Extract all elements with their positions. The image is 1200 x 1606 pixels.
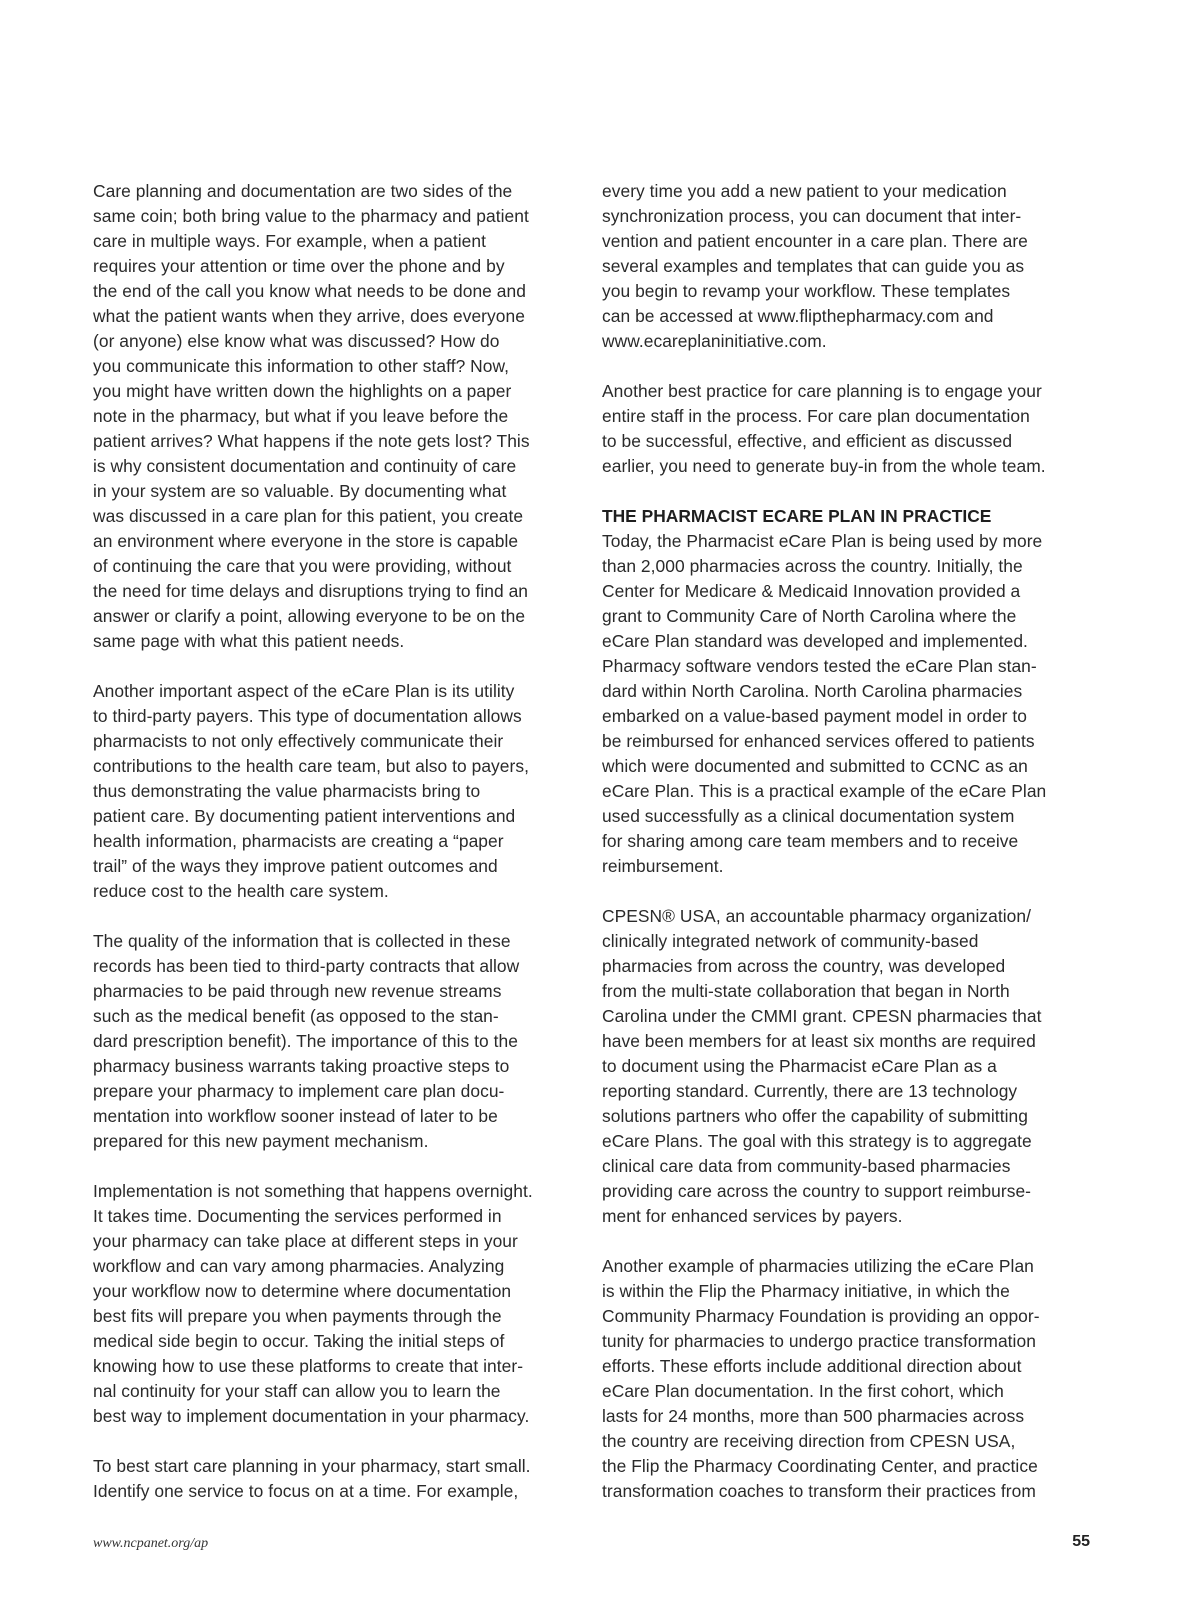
- body-paragraph: Another example of pharmacies utilizing the eCare Plan is within the Flip the Pharmacy initiative, in which the Community Pharmacy Foundation is providing an oppor- tunity for pharmacies to undergo practice transformation efforts. These efforts include additional direction about eCare Plan documentation. In the first cohort, which lasts for 24 months, more than 500 pharmacies across the country are receiving direction from CPESN USA, the Flip the Pharmacy Coordinating Center, and practice transformation coaches to transform their practices from: [602, 1256, 1040, 1501]
- body-paragraph: every time you add a new patient to your medication synchronization process, you can document that inter- vention and patient encounter in a care plan. There are several examples and templates that can guide you as you begin to revamp your workflow. These templates can be accessed at www.flipthepharmacy.com and www.ecareplaninitiative.com.: [602, 181, 1028, 351]
- right-column: [602, 179, 1090, 1529]
- body-paragraph: Today, the Pharmacist eCare Plan is being used by more than 2,000 pharmacies across the country. Initially, the Center for Medicare & Medicaid Innovation provided a grant to Community Care of North Carolina where the eCare Plan standard was developed and implemented. Pharmacy software vendors tested the eCare Plan stan- dard within North Carolina. North Carolina pharmacies embarked on a value-based payment model in order to be reimbursed for enhanced services offered to patients which were documented and submitted to CCNC as an eCare Plan. This is a practical example of the eCare Plan used successfully as a clinical documentation system for sharing among care team members and to receive reimbursement.: [602, 531, 1047, 876]
- body-paragraph: Care planning and documentation are two sides of the same coin; both bring value to the pharmacy and patient care in multiple ways. For example, when a patient requires your attention or time over the phone and by the end of the call you know what needs to be done and what the patient wants when they arrive, does everyone (or anyone) else know what was discussed? How do you communicate this information to other staff? Now, you might have written down the highlights on a paper note in the pharmacy, but what if you leave before the patient arrives? What happens if the note gets lost? This is why consistent documentation and continuity of care in your system are so valuable. By documenting what was discussed in a care plan for this patient, you create an environment where everyone in the store is capable of continuing the care that you were providing, without the need for time delays and disruptions trying to find an answer or clarify a point, allowing everyone to be on the same page with what this patient needs.: [93, 181, 530, 651]
- body-paragraph: To best start care planning in your pharmacy, start small. Identify one service to focus on at a time. For example,: [93, 1456, 531, 1501]
- left-column: [93, 179, 573, 1529]
- page-number: 55: [1072, 1533, 1090, 1550]
- body-paragraph: Another best practice for care planning is to engage your entire staff in the process. For care plan documentation to be successful, effective, and efficient as discussed earlier, you need to generate buy-in from the whole team.: [602, 381, 1046, 476]
- section-heading: THE PHARMACIST ECARE PLAN IN PRACTICE: [602, 506, 992, 526]
- body-paragraph: Another important aspect of the eCare Plan is its utility to third-party payers. This type of documentation allows pharmacists to not only effectively communicate their contributions to the health care team, but also to payers, thus demonstrating the value pharmacists bring to patient care. By documenting patient interventions and health information, pharmacists are creating a “paper trail” of the ways they improve patient outcomes and reduce cost to the health care system.: [93, 681, 529, 901]
- footer-url: www.ncpanet.org/ap: [93, 1536, 209, 1551]
- body-paragraph: CPESN® USA, an accountable pharmacy organization/ clinically integrated network of community-based pharmacies from across the country, was developed from the multi-state collaboration that began in North Carolina under the CMMI grant. CPESN pharmacies that have been members for at least six months are required to document using the Pharmacist eCare Plan as a reporting standard. Currently, there are 13 technology solutions partners who offer the capability of submitting eCare Plans. The goal with this strategy is to aggregate clinical care data from community-based pharmacies providing care across the country to support reimburse- ment for enhanced services by payers.: [602, 906, 1042, 1226]
- body-paragraph: Implementation is not something that happens overnight. It takes time. Documenting the services performed in your pharmacy can take place at different steps in your workflow and can vary among pharmacies. Analyzing your workflow now to determine where documentation best fits will prepare you when payments through the medical side begin to occur. Taking the initial steps of knowing how to use these platforms to create that inter- nal continuity for your staff can allow you to learn the best way to implement documentation in your pharmacy.: [93, 1181, 533, 1426]
- body-paragraph: The quality of the information that is collected in these records has been tied to third-party contracts that allow pharmacies to be paid through new revenue streams such as the medical benefit (as opposed to the stan- dard prescription benefit). The importance of this to the pharmacy business warrants taking proactive steps to prepare your pharmacy to implement care plan docu- mentation into workflow sooner instead of later to be prepared for this new payment mechanism.: [93, 931, 520, 1151]
